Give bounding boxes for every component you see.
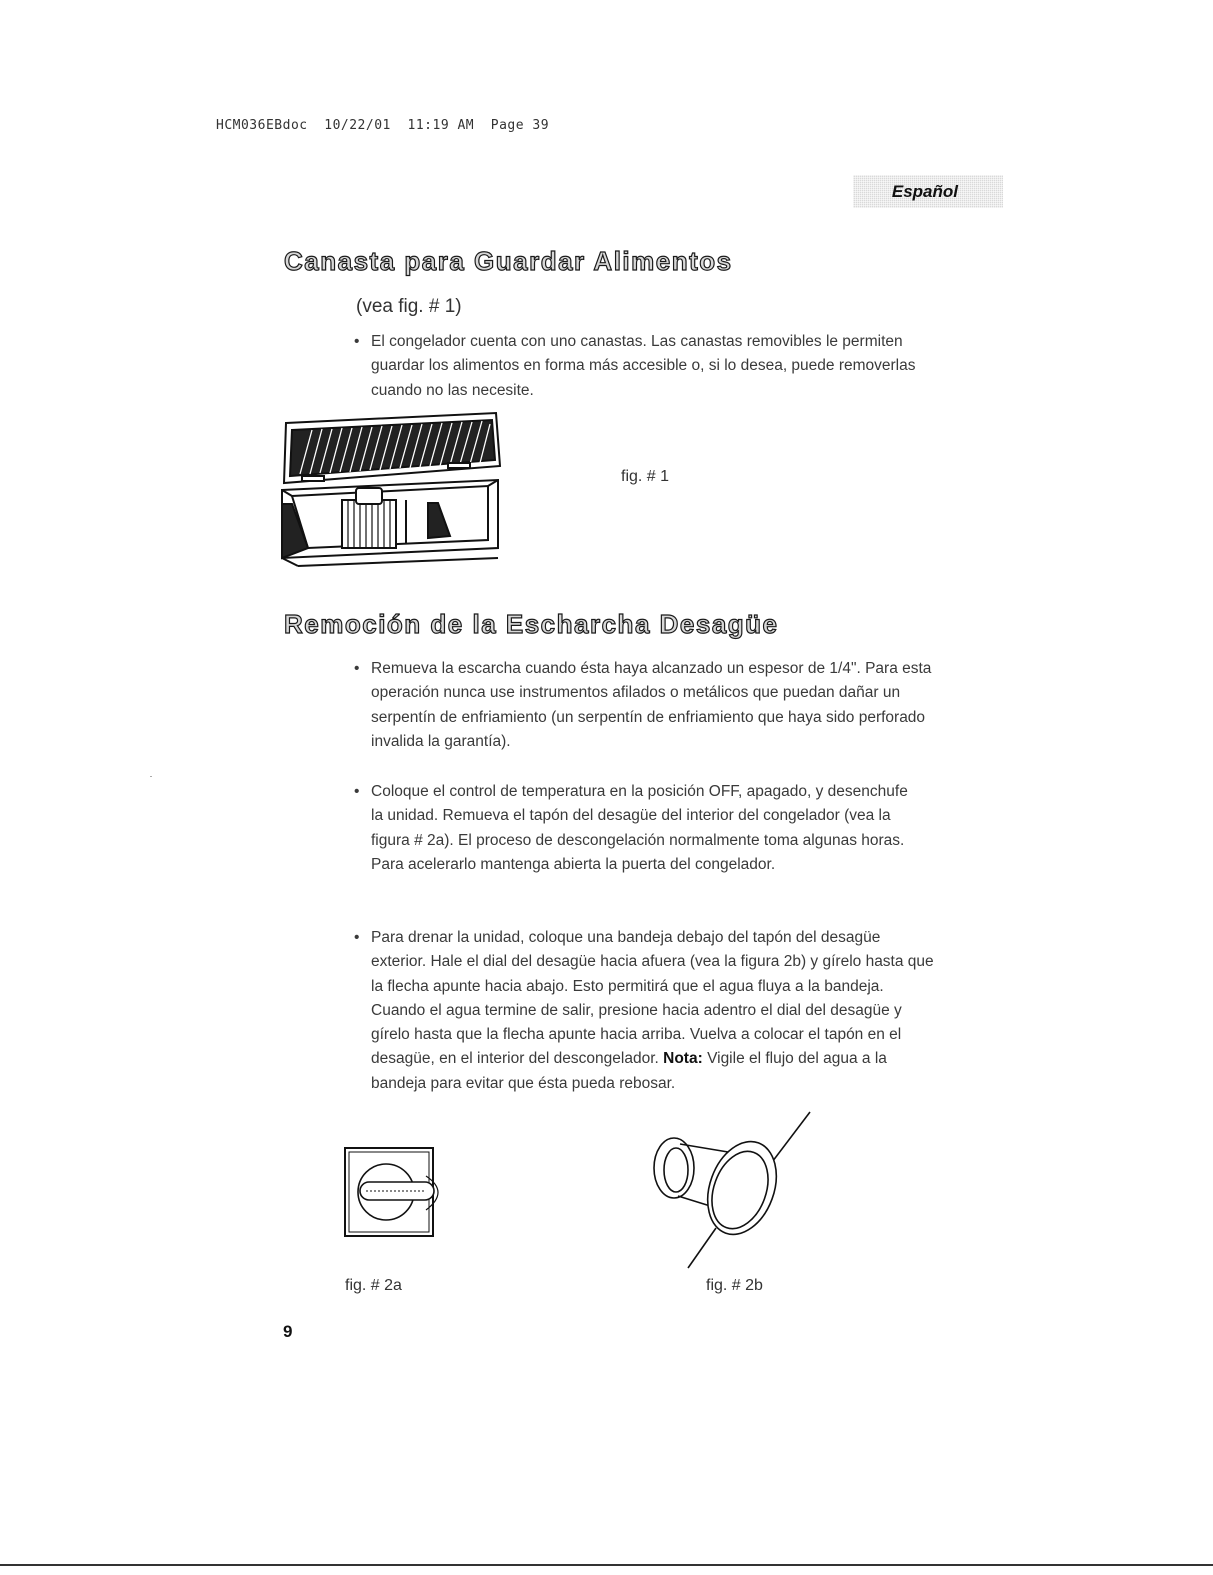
drain-dial-side-illustration (640, 1108, 820, 1270)
bullet-paragraph-1 (354, 657, 957, 754)
figure-caption-1: fig. # 1 (621, 468, 670, 485)
paragraph-text (357, 926, 937, 1096)
paragraph-text: Coloque el control de temperatura en la posición OFF, apagado, y desenchufe la unidad. Remueva el tapón del desagüe del interior del congelador (vea la figura # 2a). El proceso de descongelación normalmente toma algunas horas. Para acelerarlo mantenga abierta la puerta del congelador. (371, 783, 908, 873)
page-number: 9 (283, 1322, 293, 1341)
margin-mark (150, 776, 152, 777)
figure-caption-2b: fig. # 2b (706, 1277, 763, 1294)
bullet-glyph: • (354, 929, 360, 946)
bullet-paragraph-3 (354, 926, 937, 1096)
freezer-basket-illustration (278, 408, 508, 573)
language-tab (853, 175, 1003, 208)
bullet-paragraph-basket (354, 330, 937, 403)
section-title-basket: Canasta para Guardar Alimentos (284, 246, 733, 276)
drain-plug-front-illustration (340, 1142, 458, 1244)
language-tab-label: Español (891, 182, 958, 201)
note-label: Nota: (663, 1050, 703, 1068)
bullet-glyph: • (354, 783, 360, 800)
paragraph-text: Remueva la escarcha cuando ésta haya alcanzado un espesor de 1/4". Para esta operación nunca use instrumentos afilados o metálicos que puedan dañar un serpentín de enfriamiento (un serpentín de enfriamiento que haya sido perforado invalida la garantía). (371, 660, 932, 750)
bottom-rule (0, 1564, 1213, 1566)
bullet-paragraph-2 (354, 780, 917, 877)
bullet-glyph: • (354, 660, 360, 677)
bullet-glyph: • (354, 333, 360, 350)
figure-caption-2a: fig. # 2a (345, 1277, 402, 1294)
print-header: HCM036EBdoc 10/22/01 11:19 AM Page 39 (216, 118, 550, 133)
section-subtitle: (vea fig. # 1) (356, 296, 462, 317)
paragraph-body: Para drenar la unidad, coloque una bandeja debajo del tapón del desagüe exterior. Hale el dial del desagüe hacia afuera (vea la figura 2b) y gírelo hasta que la flecha apunte hacia abajo. Esto permitirá que el agua fluya a la bandeja. Cuando el agua termine de salir, presione hacia adentro el dial del desagüe y gírelo hasta que la flecha apunte hacia arriba. Vuelva a colocar el tapón en el desagüe, en el interior del descongelador. (371, 929, 934, 1068)
section-title-defrost: Remoción de la Escharcha Desagüe (284, 609, 779, 639)
note-text: Vigile el flujo del agua a la bandeja para evitar que ésta pueda rebosar. (371, 1050, 887, 1092)
paragraph-text: El congelador cuenta con uno canastas. Las canastas removibles le permiten guardar los alimentos en forma más accesible o, si lo desea, puede removerlas cuando no las necesite. (371, 333, 916, 399)
